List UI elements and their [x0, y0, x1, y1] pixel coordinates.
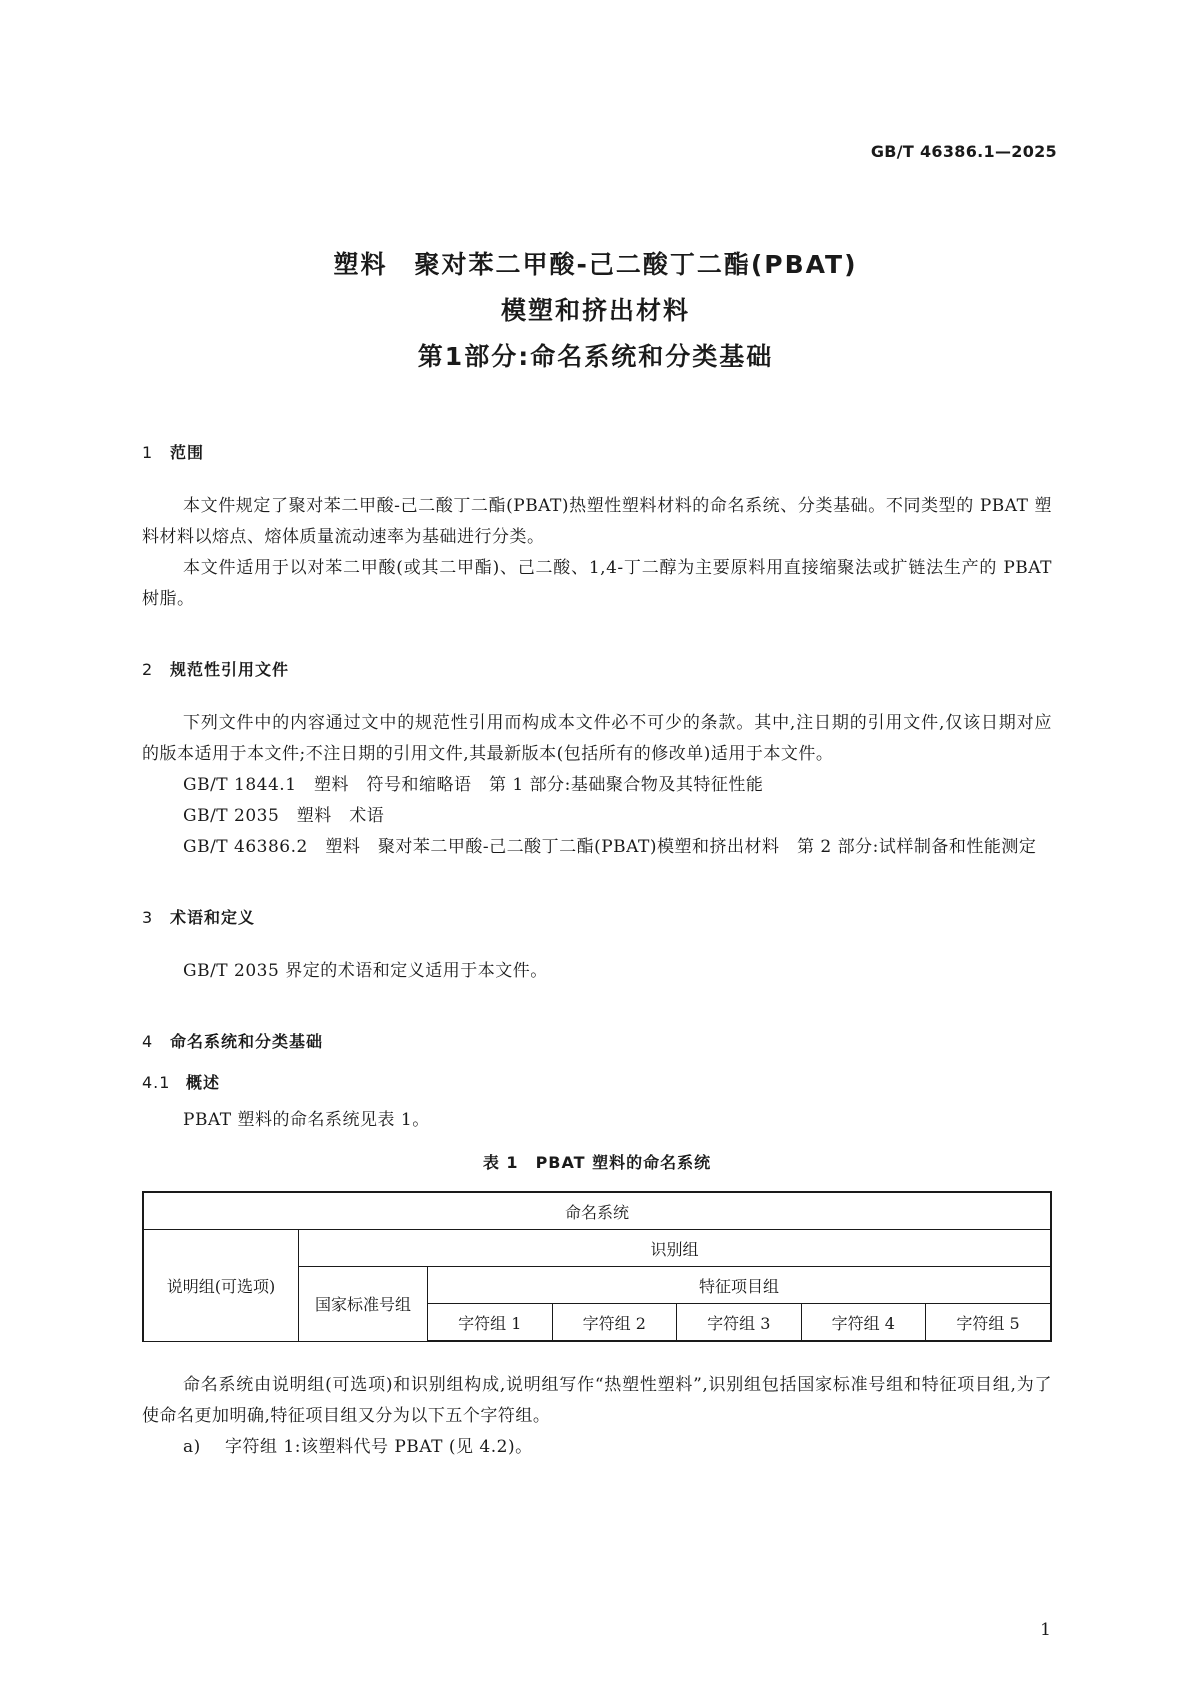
- section-4-1-heading: [142, 1070, 1052, 1093]
- table-cell-identity-group: 识别组: [299, 1230, 1052, 1267]
- paragraph: 本文件适用于以对苯二甲酸(或其二甲酯)、己二酸、1,4-丁二醇为主要原料用直接缩聚法或扩链法生产的 PBAT 树脂。: [142, 558, 1052, 609]
- reference-item: GB/T 2035 塑料 术语: [183, 806, 385, 826]
- table-cell-char-group: 字符组 1: [428, 1304, 553, 1342]
- reference-item: GB/T 46386.2 塑料 聚对苯二甲酸-己二酸丁二酯(PBAT)模塑和挤出材料 第 2 部分:试样制备和性能测定: [183, 837, 1037, 857]
- table-cell-feature-group: 特征项目组: [428, 1267, 1052, 1304]
- standard-number: GB/T 46386.1—2025: [870, 142, 1057, 161]
- section-number: 3: [142, 908, 154, 927]
- paragraph: 本文件规定了聚对苯二甲酸-己二酸丁二酯(PBAT)热塑性塑料材料的命名系统、分类基础。不同类型的 PBAT 塑料材料以熔点、熔体质量流动速率为基础进行分类。: [142, 496, 1052, 547]
- paragraph: 命名系统由说明组(可选项)和识别组构成,说明组写作“热塑性塑料”,识别组包括国家标准号组和特征项目组,为了使命名更加明确,特征项目组又分为以下五个字符组。: [142, 1375, 1052, 1426]
- section-3-heading: [142, 905, 1052, 928]
- table-caption: 表 1 PBAT 塑料的命名系统: [482, 1153, 712, 1172]
- section-title: 规范性引用文件: [170, 660, 290, 679]
- section-number: 2: [142, 660, 154, 679]
- title-line-3: 第1部分:命名系统和分类基础: [417, 342, 774, 371]
- section-title: 概述: [186, 1073, 221, 1092]
- table-cell-national-std-group: 国家标准号组: [299, 1267, 428, 1342]
- paragraph: PBAT 塑料的命名系统见表 1。: [183, 1110, 430, 1130]
- list-text: 字符组 1:该塑料代号 PBAT (见 4.2)。: [225, 1437, 533, 1457]
- document-body: [142, 430, 1052, 1463]
- section-number: 1: [142, 443, 154, 462]
- title-line-1: 塑料 聚对苯二甲酸-己二酸丁二酯(PBAT): [333, 250, 858, 279]
- section-1-heading: [142, 440, 1052, 463]
- section-number: 4: [142, 1032, 154, 1051]
- table-cell-char-group: 字符组 5: [926, 1304, 1052, 1342]
- list-marker: a): [183, 1437, 201, 1457]
- title-line-2: 模塑和挤出材料: [500, 296, 690, 325]
- section-title: 范围: [170, 443, 205, 462]
- section-number: 4.1: [142, 1073, 171, 1092]
- document-title: [0, 242, 1191, 380]
- paragraph: 下列文件中的内容通过文中的规范性引用而构成本文件必不可少的条款。其中,注日期的引用文件,仅该日期对应的版本适用于本文件;不注日期的引用文件,其最新版本(包括所有的修改单)适用于本文件。: [142, 713, 1052, 764]
- section-4-heading: [142, 1029, 1052, 1052]
- table-cell-char-group: 字符组 3: [677, 1304, 802, 1342]
- naming-system-table: [142, 1191, 1052, 1342]
- table-cell-description-group: 说明组(可选项): [143, 1230, 299, 1342]
- section-2-heading: [142, 657, 1052, 680]
- table-cell-char-group: 字符组 4: [801, 1304, 926, 1342]
- section-title: 术语和定义: [170, 908, 256, 927]
- reference-item: GB/T 1844.1 塑料 符号和缩略语 第 1 部分:基础聚合物及其特征性能: [183, 775, 764, 795]
- page-number: 1: [1040, 1620, 1051, 1640]
- table-cell-char-group: 字符组 2: [552, 1304, 677, 1342]
- paragraph: GB/T 2035 界定的术语和定义适用于本文件。: [183, 961, 548, 981]
- normative-references-list: [142, 770, 1052, 863]
- section-title: 命名系统和分类基础: [170, 1032, 324, 1051]
- list-item: [142, 1432, 1052, 1463]
- table-cell-naming-system: 命名系统: [143, 1192, 1051, 1230]
